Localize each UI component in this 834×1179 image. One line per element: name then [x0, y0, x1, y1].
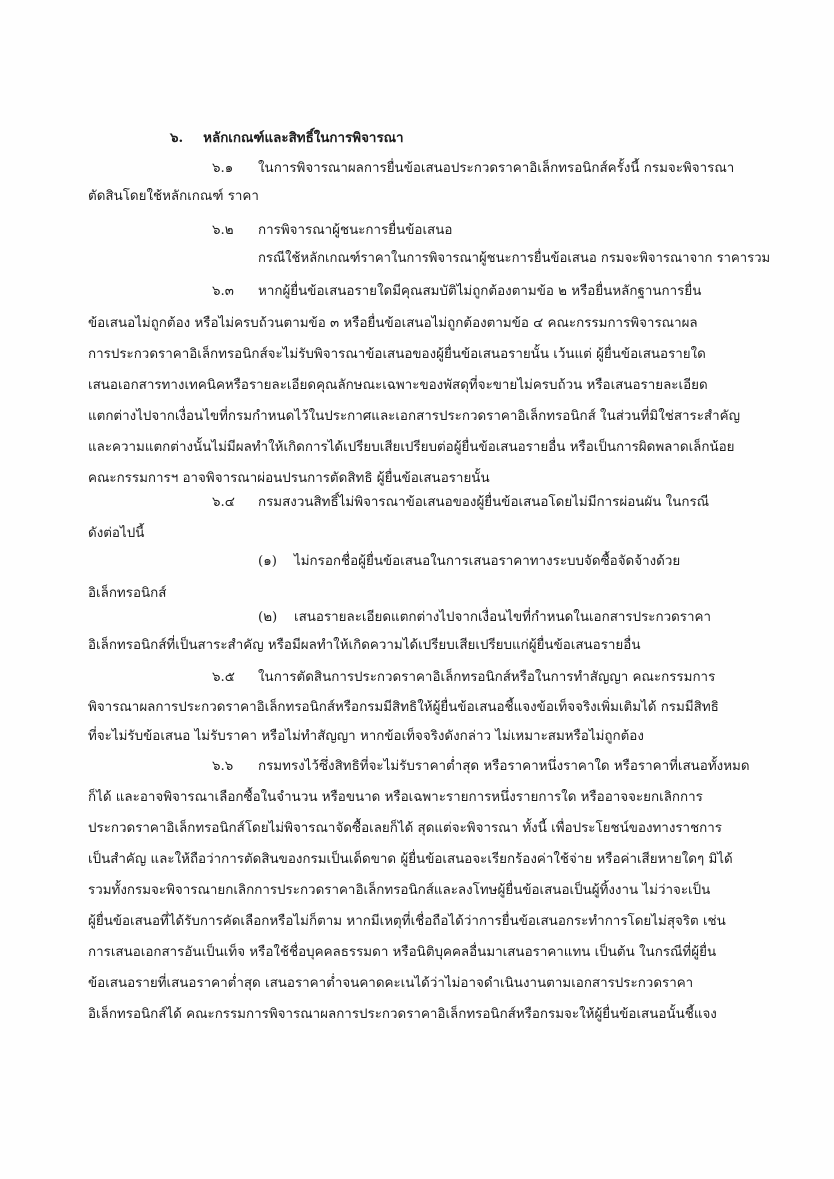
clause-number: ๖.๔ [212, 495, 235, 510]
clause-6-3 [212, 282, 701, 302]
section-title: หลักเกณฑ์และสิทธิ์ในการพิจารณา [203, 130, 404, 146]
clause-6-4-sub-1-line2: อิเล็กทรอนิกส์ [88, 586, 167, 601]
clause-6-3-line6: และความแตกต่างนั้นไม่มีผลทำให้เกิดการได้เปรียบเสียเปรียบต่อผู้ยื่นข้อเสนอรายอื่น หรือเป็นการผิดพลาดเล็กน้อย [88, 440, 735, 455]
clause-6-6-line8: ข้อเสนอรายที่เสนอราคาต่ำสุด เสนอราคาต่ำจนคาดคะเนได้ว่าไม่อาจดำเนินงานตามเอกสารประกวดราคา [88, 976, 694, 991]
clause-6-3-line5: แตกต่างไปจากเงื่อนไขที่กรมกำหนดไว้ในประกาศและเอกสารประกวดราคาอิเล็กทรอนิกส์ ในส่วนที่มิใช่สาระสำคัญ [88, 409, 740, 424]
section-number: ๖. [170, 130, 184, 146]
clause-number: ๖.๕ [212, 670, 235, 685]
clause-6-3-line7: คณะกรรมการฯ อาจพิจารณาผ่อนปรนการตัดสิทธิ ผู้ยื่นข้อเสนอรายนั้น [88, 471, 490, 486]
clause-6-2-line2: กรณีใช้หลักเกณฑ์ราคาในการพิจารณาผู้ชนะการยื่นข้อเสนอ กรมจะพิจารณาจาก ราคารวม [258, 251, 771, 266]
clause-6-4-sub-1 [258, 552, 680, 572]
clause-number: ๖.๖ [212, 759, 234, 774]
clause-text: การพิจารณาผู้ชนะการยื่นข้อเสนอ [258, 223, 453, 238]
sub-text: เสนอรายละเอียดแตกต่างไปจากเงื่อนไขที่กำหนดในเอกสารประกวดราคา [294, 610, 711, 625]
clause-number: ๖.๓ [212, 284, 234, 299]
sub-number: (๒) [258, 610, 278, 625]
clause-6-3-line2: ข้อเสนอไม่ถูกต้อง หรือไม่ครบถ้วนตามข้อ ๓ หรือยื่นข้อเสนอไม่ถูกต้องตามข้อ ๔ คณะกรรมการพิจารณาผล [88, 316, 698, 331]
clause-6-3-line4: เสนอเอกสารทางเทคนิคหรือรายละเอียดคุณลักษณะเฉพาะของพัสดุที่จะขายไม่ครบถ้วน หรือเสนอรายละเอียด [88, 378, 708, 393]
clause-text: กรมสงวนสิทธิ์ไม่พิจารณาข้อเสนอของผู้ยื่นข้อเสนอโดยไม่มีการผ่อนผัน ในกรณี [258, 495, 710, 510]
clause-6-6-line4: เป็นสำคัญ และให้ถือว่าการตัดสินของกรมเป็นเด็ดขาด ผู้ยื่นข้อเสนอจะเรียกร้องค่าใช้จ่าย หรือค่าเสียหายใดๆ มิได้ [88, 852, 733, 867]
clause-number: ๖.๒ [212, 223, 234, 238]
clause-6-4-sub-2 [258, 608, 711, 628]
clause-6-4 [212, 493, 709, 513]
clause-6-6-line3: ประกวดราคาอิเล็กทรอนิกส์โดยไม่พิจารณาจัดซื้อเลยก็ได้ สุดแต่จะพิจารณา ทั้งนี้ เพื่อประโยชน์ของทางราชการ [88, 821, 722, 836]
section-heading [170, 128, 404, 148]
clause-6-3-line3: การประกวดราคาอิเล็กทรอนิกส์จะไม่รับพิจารณาข้อเสนอของผู้ยื่นข้อเสนอรายนั้น เว้นแต่ ผู้ยื่นข้อเสนอรายใด [88, 347, 706, 362]
clause-6-1 [212, 159, 734, 179]
clause-6-6-line5: รวมทั้งกรมจะพิจารณายกเลิกการประกวดราคาอิเล็กทรอนิกส์และลงโทษผู้ยื่นข้อเสนอเป็นผู้ทิ้งงาน ไม่ว่าจะเป็น [88, 883, 711, 898]
clause-6-6-line9: อิเล็กทรอนิกส์ได้ คณะกรรมการพิจารณาผลการประกวดราคาอิเล็กทรอนิกส์หรือกรมจะให้ผู้ยื่นข้อเสนอนั้นชี้แจง [88, 1007, 717, 1022]
clause-6-5-line2: พิจารณาผลการประกวดราคาอิเล็กทรอนิกส์หรือกรมมีสิทธิให้ผู้ยื่นข้อเสนอชี้แจงข้อเท็จจริงเพิ่มเติมได้ กรมมีสิทธิ [88, 700, 719, 715]
clause-6-4-line2: ดังต่อไปนี้ [88, 526, 145, 541]
clause-6-6 [212, 757, 750, 777]
clause-text: หากผู้ยื่นข้อเสนอรายใดมีคุณสมบัติไม่ถูกต้องตามข้อ ๒ หรือยื่นหลักฐานการยื่น [258, 284, 702, 299]
clause-6-6-line7: การเสนอเอกสารอันเป็นเท็จ หรือใช้ชื่อบุคคลธรรมดา หรือนิติบุคคลอื่นมาเสนอราคาแทน เป็นต้น ในกรณีที่ผู้ยื่น [88, 945, 717, 960]
clause-text: กรมทรงไว้ซึ่งสิทธิที่จะไม่รับราคาต่ำสุด หรือราคาหนึ่งราคาใด หรือราคาที่เสนอทั้งหมด [258, 759, 750, 774]
clause-text: ในการพิจารณาผลการยื่นข้อเสนอประกวดราคาอิเล็กทรอนิกส์ครั้งนี้ กรมจะพิจารณา [258, 161, 735, 176]
clause-6-4-sub-2-line2: อิเล็กทรอนิกส์ที่เป็นสาระสำคัญ หรือมีผลทำให้เกิดความได้เปรียบเสียเปรียบแก่ผู้ยื่นข้อเสนอรายอื่น [88, 638, 641, 653]
clause-6-5-line3: ที่จะไม่รับข้อเสนอ ไม่รับราคา หรือไม่ทำสัญญา หากข้อเท็จจริงดังกล่าว ไม่เหมาะสมหรือไม่ถูกต้อง [88, 729, 644, 744]
clause-number: ๖.๑ [212, 161, 234, 176]
sub-number: (๑) [258, 554, 277, 569]
clause-text: ในการตัดสินการประกวดราคาอิเล็กทรอนิกส์หรือในการทำสัญญา คณะกรรมการ [258, 670, 716, 685]
clause-6-1-line2: ตัดสินโดยใช้หลักเกณฑ์ ราคา [88, 189, 259, 204]
clause-6-2 [212, 221, 452, 241]
clause-6-6-line2: ก็ได้ และอาจพิจารณาเลือกซื้อในจำนวน หรือขนาด หรือเฉพาะรายการหนึ่งรายการใด หรืออาจจะยกเลิกการ [88, 790, 703, 805]
clause-6-5 [212, 668, 715, 688]
clause-6-6-line6: ผู้ยื่นข้อเสนอที่ได้รับการคัดเลือกหรือไม่ก็ตาม หากมีเหตุที่เชื่อถือได้ว่าการยื่นข้อเสนอกระทำการโดยไม่สุจริต เช่น [88, 914, 726, 929]
sub-text: ไม่กรอกชื่อผู้ยื่นข้อเสนอในการเสนอราคาทางระบบจัดซื้อจัดจ้างด้วย [294, 554, 681, 569]
